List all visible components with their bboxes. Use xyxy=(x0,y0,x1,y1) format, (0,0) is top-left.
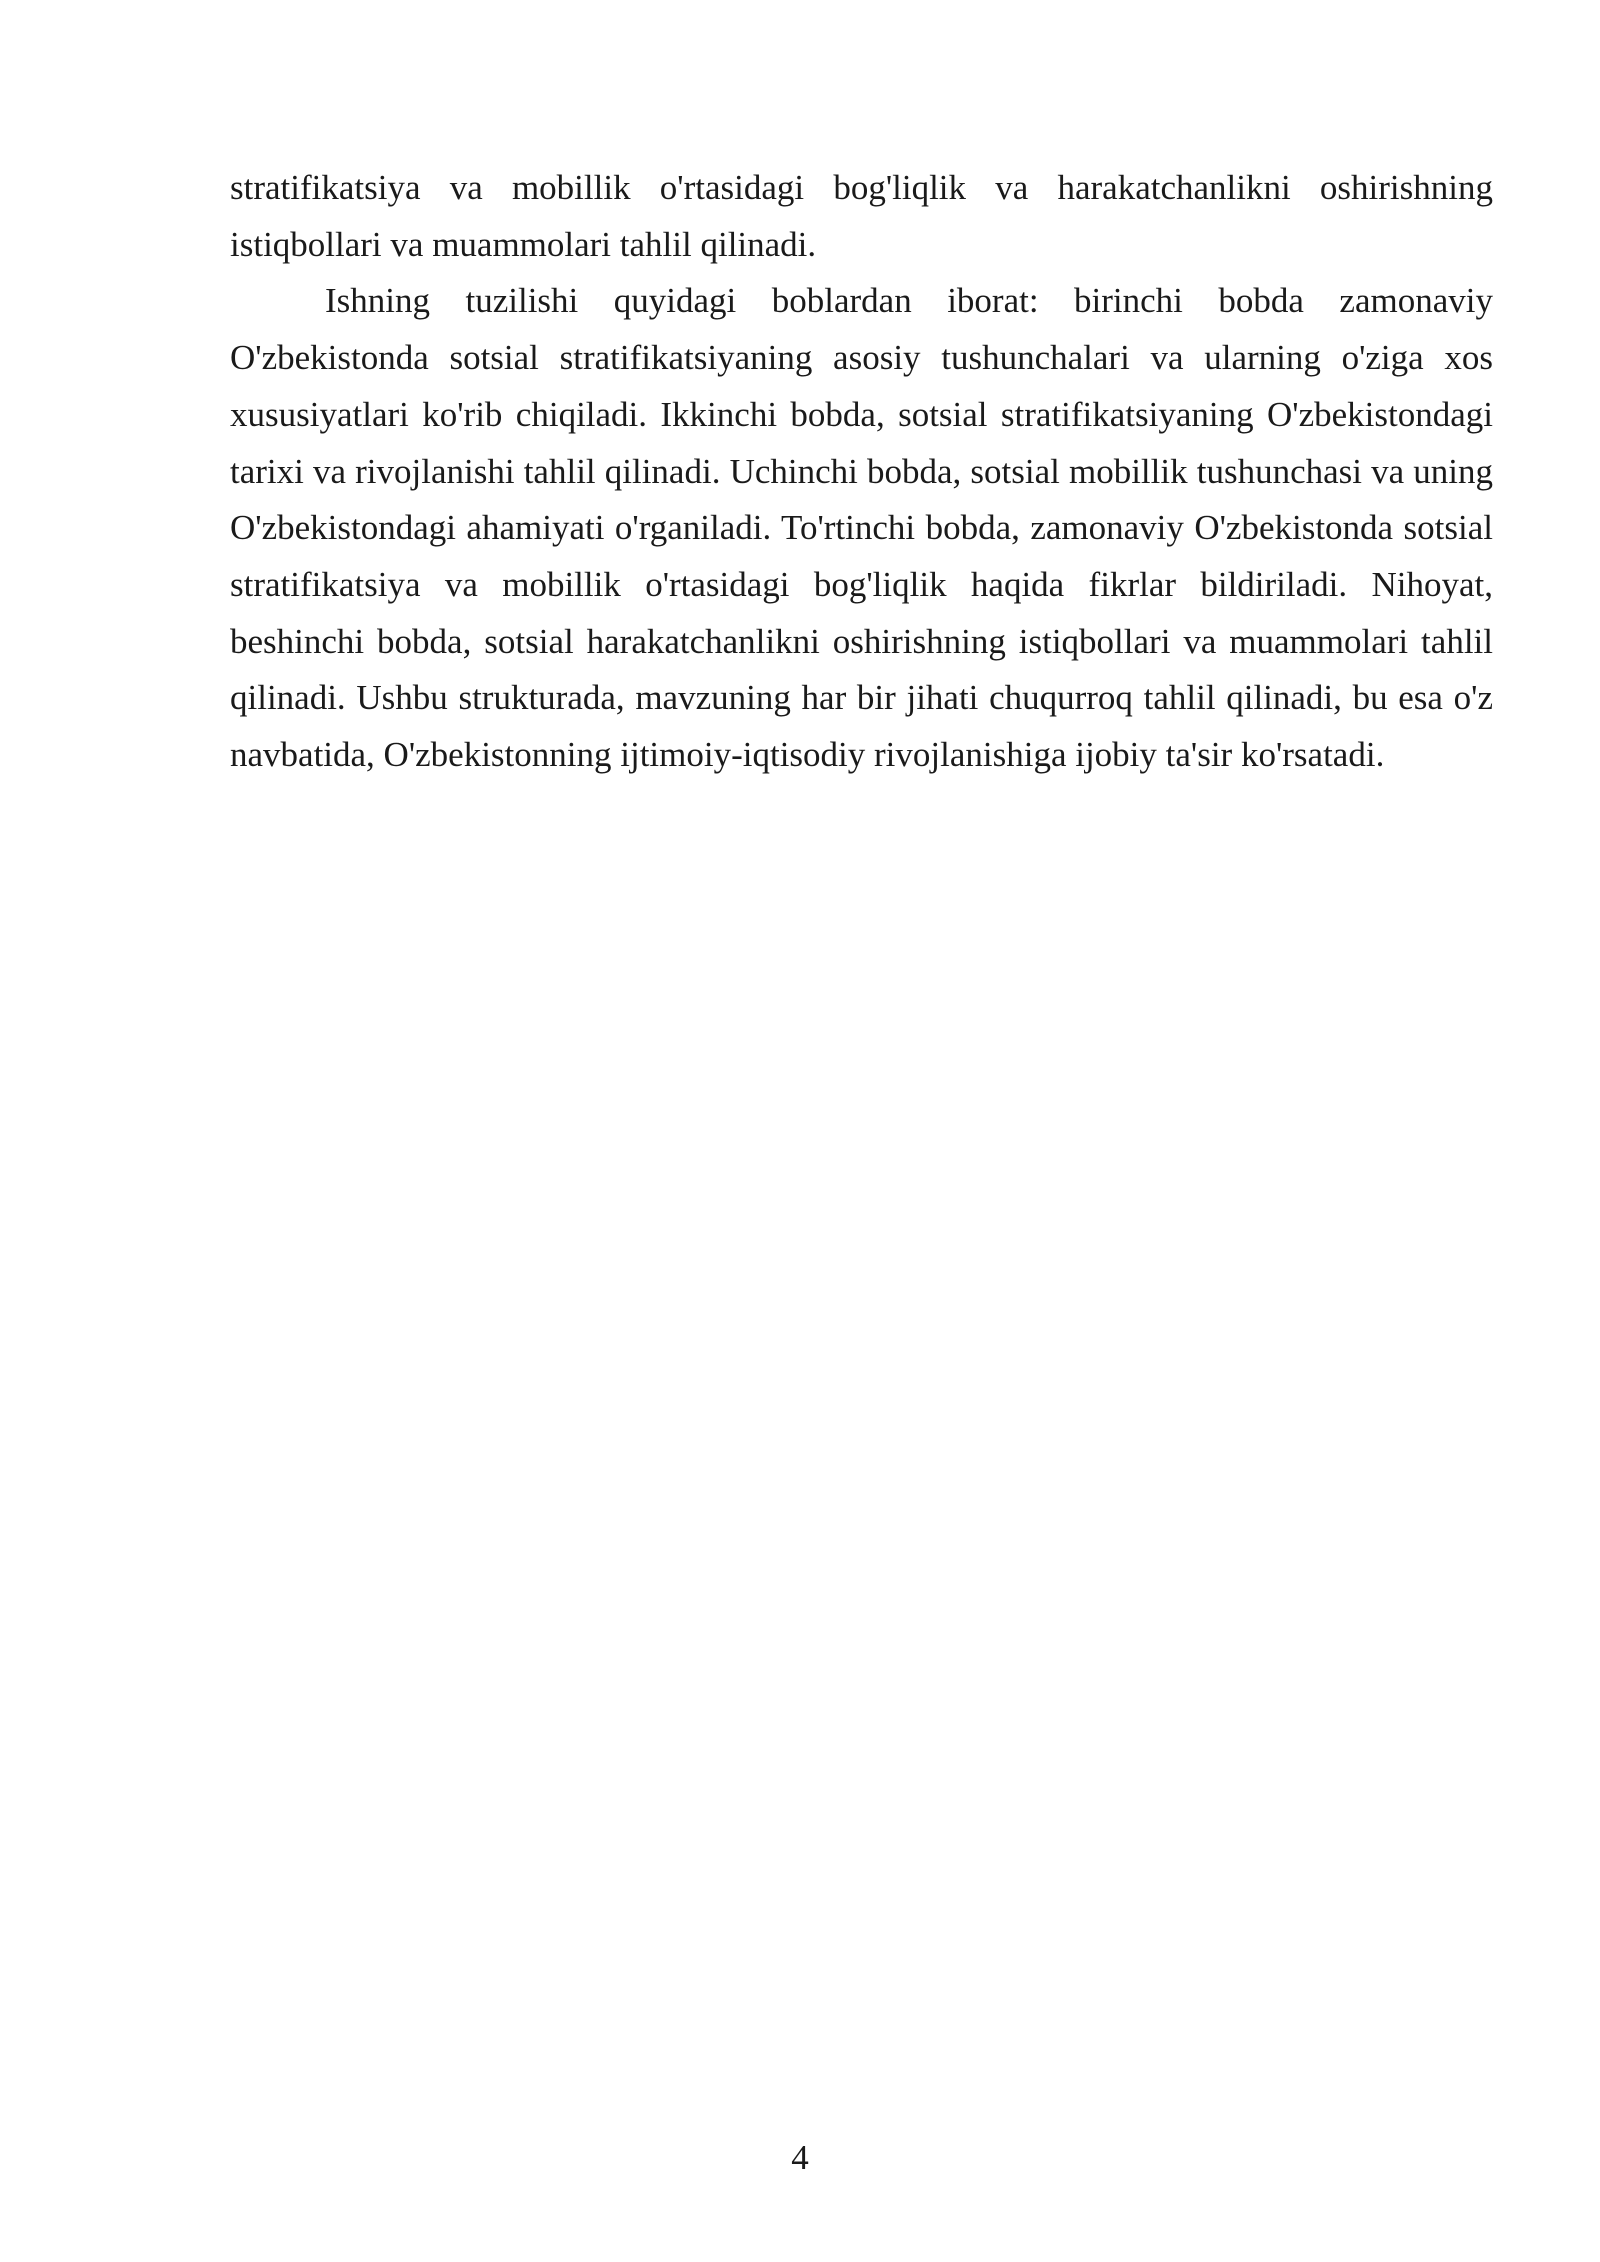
page-number: 4 xyxy=(791,2138,809,2177)
body-text xyxy=(230,160,1493,784)
paragraph-structure: Ishning tuzilishi quyidagi boblardan iborat: birinchi bobda zamonaviy O'zbekistonda sotsial stratifikatsiyaning asosiy tushunchalari va ularning o'ziga xos xususiyatlari ko'rib chiqiladi. Ikkinchi bobda, sotsial stratifikatsiyaning O'zbekistondagi tarixi va rivojlanishi tahlil qilinadi. Uchinchi bobda, sotsial mobillik tushunchasi va uning O'zbekistondagi ahamiyati o'rganiladi. To'rtinchi bobda, zamonaviy O'zbekistonda sotsial stratifikatsiya va mobillik o'rtasidagi bog'liqlik haqida fikrlar bildiriladi. Nihoyat, beshinchi bobda, sotsial harakatchanlikni oshirishning istiqbollari va muammolari tahlil qilinadi. Ushbu strukturada, mavzuning har bir jihati chuqurroq tahlil qilinadi, bu esa o'z navbatida, O'zbekistonning ijtimoiy-iqtisodiy rivojlanishiga ijobiy ta'sir ko'rsatadi. xyxy=(230,281,1493,775)
paragraph-continued: stratifikatsiya va mobillik o'rtasidagi bog'liqlik va harakatchanlikni oshirishning istiqbollari va muammolari tahlil qilinadi. xyxy=(230,168,1493,264)
